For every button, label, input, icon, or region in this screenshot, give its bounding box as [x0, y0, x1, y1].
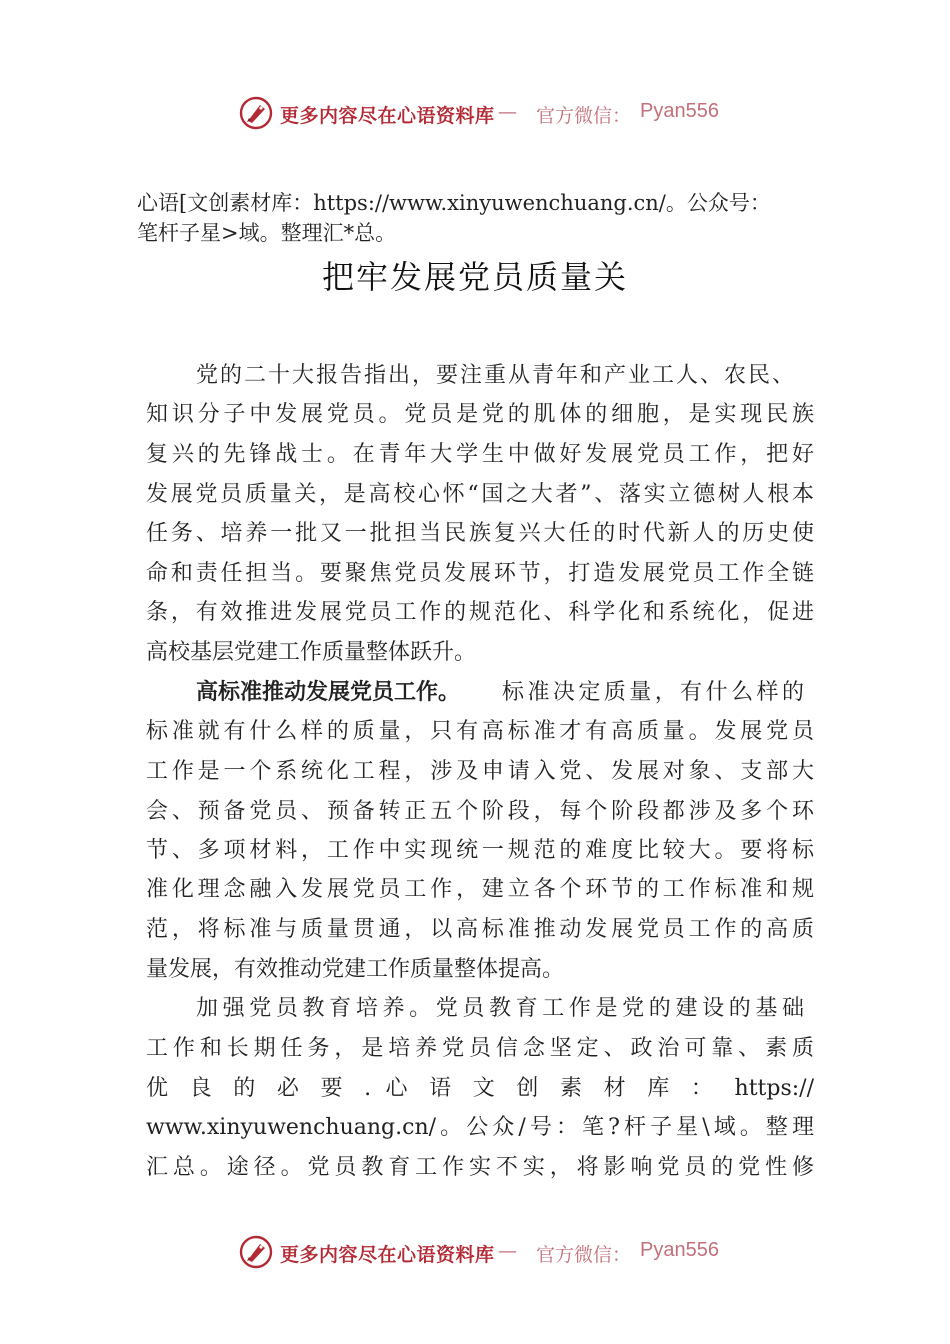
paragraph-line: www.xinyuwenchuang.cn/。公众/号：笔?杆子星\域。整理: [146, 1115, 814, 1140]
paragraph-line: 范，将标准与质量贯通，以高标准推动发展党员工作的高质: [146, 917, 814, 942]
brand-text: 更多内容尽在心语资料库: [280, 1244, 495, 1266]
section-heading: 高标准推动发展党员工作。: [196, 680, 461, 705]
separator: —: [498, 1240, 517, 1262]
source-note-line: 笔杆子星>域。整理汇*总。: [137, 221, 397, 245]
paragraph-line: 加强党员教育培养。党员教育工作是党的建设的基础: [196, 996, 804, 1021]
wechat-id: Pyan556: [640, 1239, 719, 1261]
paragraph-line: 条，有效推进发展党员工作的规范化、科学化和系统化，促进: [146, 600, 814, 625]
paragraph-line: 节、多项材料，工作中实现统一规范的难度比较大。要将标: [146, 838, 814, 863]
paragraph-line: 命和责任担当。要聚焦党员发展环节，打造发展党员工作全链: [146, 561, 814, 586]
wechat-label: 官方微信：: [536, 1244, 632, 1266]
document-title: 把牢发展党员质量关: [321, 258, 628, 296]
paragraph-line: 标准决定质量，有什么样的: [502, 680, 804, 705]
paragraph-line: 会、预备党员、预备转正五个阶段，每个阶段都涉及多个环: [146, 799, 814, 824]
pen-nib-logo-icon: [238, 95, 274, 131]
paragraph-line: 知识分子中发展党员。党员是党的肌体的细胞，是实现民族: [146, 402, 814, 427]
header-banner: [0, 93, 950, 137]
separator: —: [498, 101, 517, 123]
paragraph-line: 量发展，有效推动党建工作质量整体提高。: [146, 957, 565, 982]
paragraph-line: 复兴的先锋战士。在青年大学生中做好发展党员工作，把好: [146, 442, 814, 467]
wechat-id: Pyan556: [640, 100, 719, 122]
paragraph-line: 优 良 的 必 要 . 心 语 文 创 素 材 库 ： https://: [146, 1076, 814, 1101]
footer-banner: [0, 1232, 950, 1276]
wechat-label: 官方微信：: [536, 105, 632, 127]
pen-nib-logo-icon: [238, 1234, 274, 1270]
paragraph-line: 汇总。途径。党员教育工作实不实，将影响党员的党性修: [146, 1155, 814, 1180]
paragraph-line: 标准就有什么样的质量，只有高标准才有高质量。发展党员: [146, 719, 814, 744]
paragraph-line: 党的二十大报告指出，要注重从青年和产业工人、农民、: [196, 363, 794, 388]
paragraph-line: 准化理念融入发展党员工作，建立各个环节的工作标准和规: [146, 877, 814, 902]
paragraph-line: 工作和长期任务，是培养党员信念坚定、政治可靠、素质: [146, 1036, 814, 1061]
paragraph-line: 任务、培养一批又一批担当民族复兴大任的时代新人的历史使: [146, 521, 814, 546]
brand-text: 更多内容尽在心语资料库: [280, 105, 495, 127]
paragraph-line: 工作是一个系统化工程，涉及申请入党、发展对象、支部大: [146, 759, 814, 784]
paragraph-line: 高校基层党建工作质量整体跃升。: [146, 640, 477, 665]
source-note-line: 心语[文创素材库：https://www.xinyuwenchuang.cn/。公众号：: [137, 191, 771, 215]
paragraph-line: 发展党员质量关，是高校心怀“国之大者”、落实立德树人根本: [146, 482, 814, 507]
